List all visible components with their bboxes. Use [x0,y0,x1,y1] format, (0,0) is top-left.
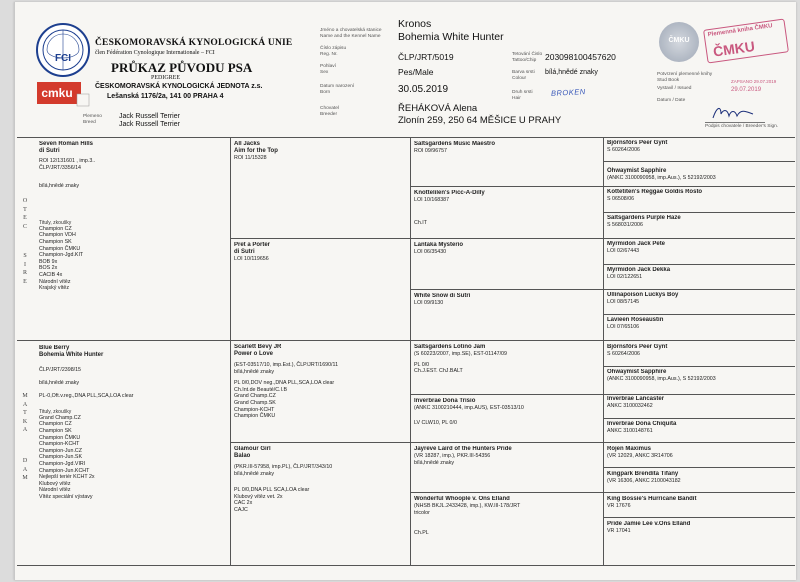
gen4-name: Björnsförs Peer Gynt [607,140,668,146]
gen4-reg: LOI 07/65106 [607,324,640,330]
sire-reg1: ROI 12/131601 , imp.3.. [39,158,96,164]
hair-label-cz: Druh srsti [512,90,533,95]
issued-label-cz: Potvrzení plemenné knihy [657,72,713,77]
hair-label-en: Hair [512,96,521,101]
gen4-reg: VR 17676 [607,503,631,509]
gen4-cell [607,241,793,263]
gen3-reg: (VR 18287, imp.), PKR.III-54356 [414,453,491,459]
gen4-cell [607,521,793,543]
sire-name2: di Sutri [39,148,60,154]
dam-title: Champion CZ [39,421,72,428]
dam-name2: Bohemia White Hunter [39,352,104,358]
sire-title: Národní vítěz [39,278,71,285]
gen2-sd-name1: Pret a Porter [234,242,271,248]
gen4-cell [607,140,793,160]
gen4-cell [607,421,793,441]
gen2-ds-name1: Scarlett Bevy JR [234,344,282,350]
gen4-cell [607,396,793,417]
colour-label-cz: Barva srsti [512,70,535,75]
gen4-reg: (VR 16306, ANKC 2100043182 [607,478,681,484]
gen3-cell [414,293,600,338]
gen2-dd-title: CAJC [234,506,248,513]
gen4-name: Ohwaymist Sapphire [607,168,667,174]
sire-cell [39,141,227,337]
gen4-name: Ohwaymist Sapphire [607,369,667,375]
dam-cell [39,345,227,563]
sire-title: Krajský vítěz [39,285,70,292]
gen4-reg: LOI 08/57145 [607,299,640,305]
sire-title: CACIB 4x [39,271,63,278]
club-address: Lešanská 1176/2a, 141 00 PRAHA 4 [107,93,224,100]
dog-colour: bílá,hnědé znaky [545,69,598,76]
gen4-reg: S 60264/2006 [607,351,640,357]
gen3-reg: LOI 09/9130 [414,300,444,306]
gen4-reg: LOI 02/67443 [607,248,640,254]
sire-title: Champion CZ [39,225,72,232]
gen4-reg: S 568031/2006 [607,222,643,228]
gen3-cell [414,141,600,185]
gen3-cell [414,242,600,287]
stamp-mark: ČMKU [712,37,756,60]
gen3-name: Saltsgardens Lotino Jam [414,344,486,350]
gen4-cell [607,369,793,391]
gen4-reg: LOI 02/122651 [607,274,643,280]
gen4-cell [607,344,793,365]
sire-title: Champion SK [39,238,72,245]
dam-title: Nejlepší teriér KCHT 2x [39,474,95,481]
hologram-text: ČMKU [668,37,690,44]
gen3-name: Jayreve Laird of the Hunters Pride [414,446,512,452]
gen2-dd-title: CAC 2x [234,500,253,507]
tattoo-label-cz: Tetování Čislo [512,52,543,57]
gen2-ss-name1: All Jacks [234,141,261,147]
gen3-cell [414,344,600,392]
gen2-ds-colour: bílá,hnědé znaky [234,368,275,375]
dam-title: Grand Champ.CZ [39,414,81,421]
gen3-cell [414,496,600,563]
gen4-reg: ANKC 3100148761 [607,428,653,434]
gen2-ds-title: Champion-KCHT [234,406,275,413]
gen4-name: Lavieen Roseaustin [607,317,664,323]
dam-title: Champion ČMKU [39,434,81,441]
sire-title: Champion ČMKU [39,245,81,252]
issuer-label: Vystavil / Issued [657,86,692,91]
gen3-extra: tricolor [414,509,430,516]
dam-title: Champion-Jgd.VIRI [39,460,86,467]
sex-label-cz: Pohlaví [320,64,336,69]
gen3-name: White Snow di Sutri [414,293,471,299]
sire-title: Champion VDH [39,232,76,239]
gen4-name: Inverbrae Dona Chiquita [607,421,677,427]
gen2-ds-health: PL 0/0,DOV neg.,DNA PLL,SCA,LOA clear [234,380,335,387]
breed-label-en: Breed [83,120,96,125]
gen4-name: Myrmidon Jack Pete [607,241,666,247]
issued-label-en: Stud Book [657,78,680,83]
gen4-reg: S 60264/2006 [607,147,640,153]
sire-titles-label: Tituly, zkoušky [39,219,72,226]
gen2-ss-name2: Aim for the Top [234,148,278,154]
gen3-name: Lantaka Mysterio [414,242,464,248]
name-label-cz: Jméno a chovatelská stanice [320,28,382,33]
gen2-ds-reg: (EST-03517/10, imp.Est.), ČLP/JRT/1690/11 [234,362,339,368]
regno-label-en: Reg. Nr. [320,52,338,57]
gen2-sire-sire [234,141,408,236]
breed-en: Jack Russell Terrier [119,121,180,128]
gen4-cell [607,471,793,493]
cmku-logo [35,80,91,108]
gen2-dd-reg: (PKR.III-57958, imp.PL), ČLP/JRT/343/10 [234,464,333,470]
dam-health: PL-0,Oft.v.reg.,DNA PLL,SCA,LOA clear [39,393,134,400]
gen4-cell [607,317,793,339]
gen4-cell [607,446,793,467]
issued-date: 29.07.2019 [731,87,762,93]
fci-member: člen Fédération Cynologique Internationale – FCI [95,50,215,56]
sire-title: BOB 9x [39,258,58,265]
gen3-reg: (NHSB BKJL.2433428, imp.), KW.III-178/JRT [414,503,521,509]
breeder-name: ŘEHÁKOVÁ Alena [398,103,478,114]
dam-colour: bílá,hnědé znaky [39,379,80,386]
gen4-cell [607,496,793,516]
doc-subtitle: PEDIGREE [151,75,180,81]
gen3-extra2: Ch.J.EST. ChJ.BALT [414,368,463,375]
dam-name1: Blue Berry [39,345,70,351]
gen3-name: Inverbrae Dona Trisio [414,398,476,404]
sire-title: Champion-Jgd.KIT [39,252,84,259]
gen3-extra: bílá,hnědé znaky [414,459,455,466]
dam-title: Vítěz speciální výstavy [39,493,93,500]
cmku-logo-text: cmku [41,86,73,100]
gen2-sd-reg: LOI 10/119656 [234,256,269,262]
club-name: ČESKOMORAVSKÁ KYNOLOGICKÁ JEDNOTA z.s. [95,83,263,90]
dog-dob: 30.05.2019 [398,84,449,95]
gen3-reg: LOI 06/35430 [414,249,447,255]
colour-label-en: Colour [512,76,527,81]
name-label-en: Name and the Kennel Name [320,34,381,39]
gen3-cell [414,446,600,490]
gen3-name: Saltsgardens Music Maestro [414,141,496,147]
gen3-reg: ROI 09/96757 [414,148,447,154]
date-label: Datum / Date [657,98,686,103]
pedigree-certificate [14,2,796,580]
gen3-extra2: Ch.PL [414,530,429,537]
gen4-name: King Bossie's Hurricane Bandit [607,496,697,502]
dam-title: Champion-KCHT [39,441,80,448]
dam-reg1: ČLP/JRT/2398/15 [39,367,82,373]
label-dam: D A M [22,458,28,481]
stamp-line1: Plemenná kniha ČMKU [707,23,773,39]
breed-cz: Jack Russell Terrier [119,113,180,120]
gen4-reg: (ANKC 3100090958, imp.Aus.), S 52192/2003 [607,175,716,181]
gen4-name: Kottetiten's Reggae Goldis Rosto [607,189,703,195]
breeder-label-en: Breeder [320,112,338,117]
gen4-cell [607,292,793,314]
dog-hair: BROKEN [550,87,586,98]
gen3-reg: LOI 10/168387 [414,197,450,203]
dob-label-en: Born [320,90,331,95]
gen4-name: Rojen Maximus [607,446,652,452]
gen2-dd-colour: bílá,hnědé znaky [234,470,275,477]
gen2-ds-title: Champion ČMKU [234,413,276,420]
label-otec: O T E C [22,198,28,230]
dam-titles-label: Tituly, zkoušky [39,408,72,415]
breeder-signature [711,104,755,122]
gen4-reg: VR 17041 [607,528,631,534]
dam-title: Národní vítěz [39,487,71,494]
gen2-dd-name1: Glamour Girl [234,446,271,452]
breeder-address: Zlonín 259, 250 64 MĚŠICE U PRAHY [398,115,562,126]
label-sire: S I R E [22,253,27,285]
tattoo-label-en: Tattoo/Chip [512,58,537,63]
dam-title: Champion-Jun.CZ [39,447,82,454]
gen2-dam-dam [234,446,408,563]
sex-label-en: Sex [320,70,329,75]
signature-label: Podpis chovatele / Breeder's Sign. [705,124,779,129]
hologram-sticker [659,22,699,62]
fci-logo [35,22,91,80]
sire-colour: bílá,hnědé znaky [39,183,80,190]
stamp-line2: ZAPSANO 29.07.2019 [731,79,777,84]
dob-label-cz: Datum narození [320,84,355,89]
dam-title: Champion-Jun.KCHT [39,467,90,474]
dog-sex: Pes/Male [398,67,434,77]
gen2-ds-title: Grand Champ.CZ [234,393,276,400]
gen3-name: Wonderful Whoople v. Ons Elland [414,496,510,502]
dam-title: Champion-Jun.SK [39,454,82,461]
gen4-name: Kingpark Brendita Tifany [607,471,679,477]
gen3-reg: (S 60223/2007, imp.SE), EST-01147/09 [414,351,507,357]
gen3-cell [414,398,600,440]
dog-chip: 203098100457620 [545,52,616,62]
gen2-sire-dam [234,242,408,337]
label-matka: M A T K A [22,393,28,433]
gen4-name: Björnsförs Peer Gynt [607,344,668,350]
breed-label-cz: Plemeno [83,114,102,119]
dam-title: Klubový vítěz [39,480,71,487]
gen2-ds-title: Grand Champ.SK [234,399,276,406]
gen4-name: Myrmidon Jack Dekka [607,267,671,273]
fci-logo-text: FCI [54,53,72,64]
gen2-dd-title: Klubový vítěz vet. 2x [234,493,283,500]
sire-name1: Seven Roman Hills [39,141,94,147]
gen4-reg: (VR 12029, ANKC 3R14706 [607,453,673,459]
org-name: ČESKOMORAVSKÁ KYNOLOGICKÁ UNIE [95,38,293,48]
dam-title: Champion SK [39,427,72,434]
gen4-reg: ANKC 3100032462 [607,403,653,409]
gen2-dd-health: PL 0/0,DNA PLL SCA,LOA clear [234,487,310,494]
gen4-name: Saltsgardens Purple Haze [607,215,681,221]
gen2-sd-name2: di Sutri [234,249,255,255]
dog-kennel: Bohemia White Hunter [398,31,504,43]
gen4-name: Ullinapoison Luckys Boy [607,292,679,298]
gen3-extra: PL 0/0 [414,361,430,368]
breeder-label-cz: Chovatel [320,106,339,111]
gen3-extra: Ch.IT [414,219,427,226]
gen2-dd-name2: Balao [234,453,251,459]
gen2-ds-name2: Power o Love [234,351,274,357]
sire-title: BOS 2x [39,265,58,272]
gen4-name: Inverbrae Lancaster [607,396,665,402]
doc-title: PRŮKAZ PŮVODU PSA [111,60,253,75]
gen4-reg: S 06508/06 [607,196,635,202]
sire-reg2: ČLP/JRT/3356/14 [39,164,82,171]
regno-label-cz: Číslo zápisu [320,46,347,51]
gen3-name: Knottelilen's Picc-A-Dilly [414,190,485,196]
gen4-name: Pride Jamie Lee v.Ons Elland [607,521,691,527]
gen4-reg: (ANKC 3100090958, imp.Aus.), S 52192/2003 [607,376,716,382]
gen2-ss-reg: ROI 11/15328 [234,155,267,161]
gen4-cell [607,189,793,211]
gen2-dam-sire [234,344,408,440]
gen2-ds-title: Ch.Int.de Beauté/C.I.B [234,386,287,393]
gen3-reg: (ANKC 3100210444, imp.AUS), EST-03513/10 [414,405,524,411]
dog-name: Kronos [398,18,432,30]
gen3-cell [414,190,600,236]
gen3-extra: LV CLW10, PL 0/0 [414,419,457,426]
dog-reg-no: ČLP/JRT/5019 [398,52,454,62]
stud-book-stamp [703,18,789,63]
